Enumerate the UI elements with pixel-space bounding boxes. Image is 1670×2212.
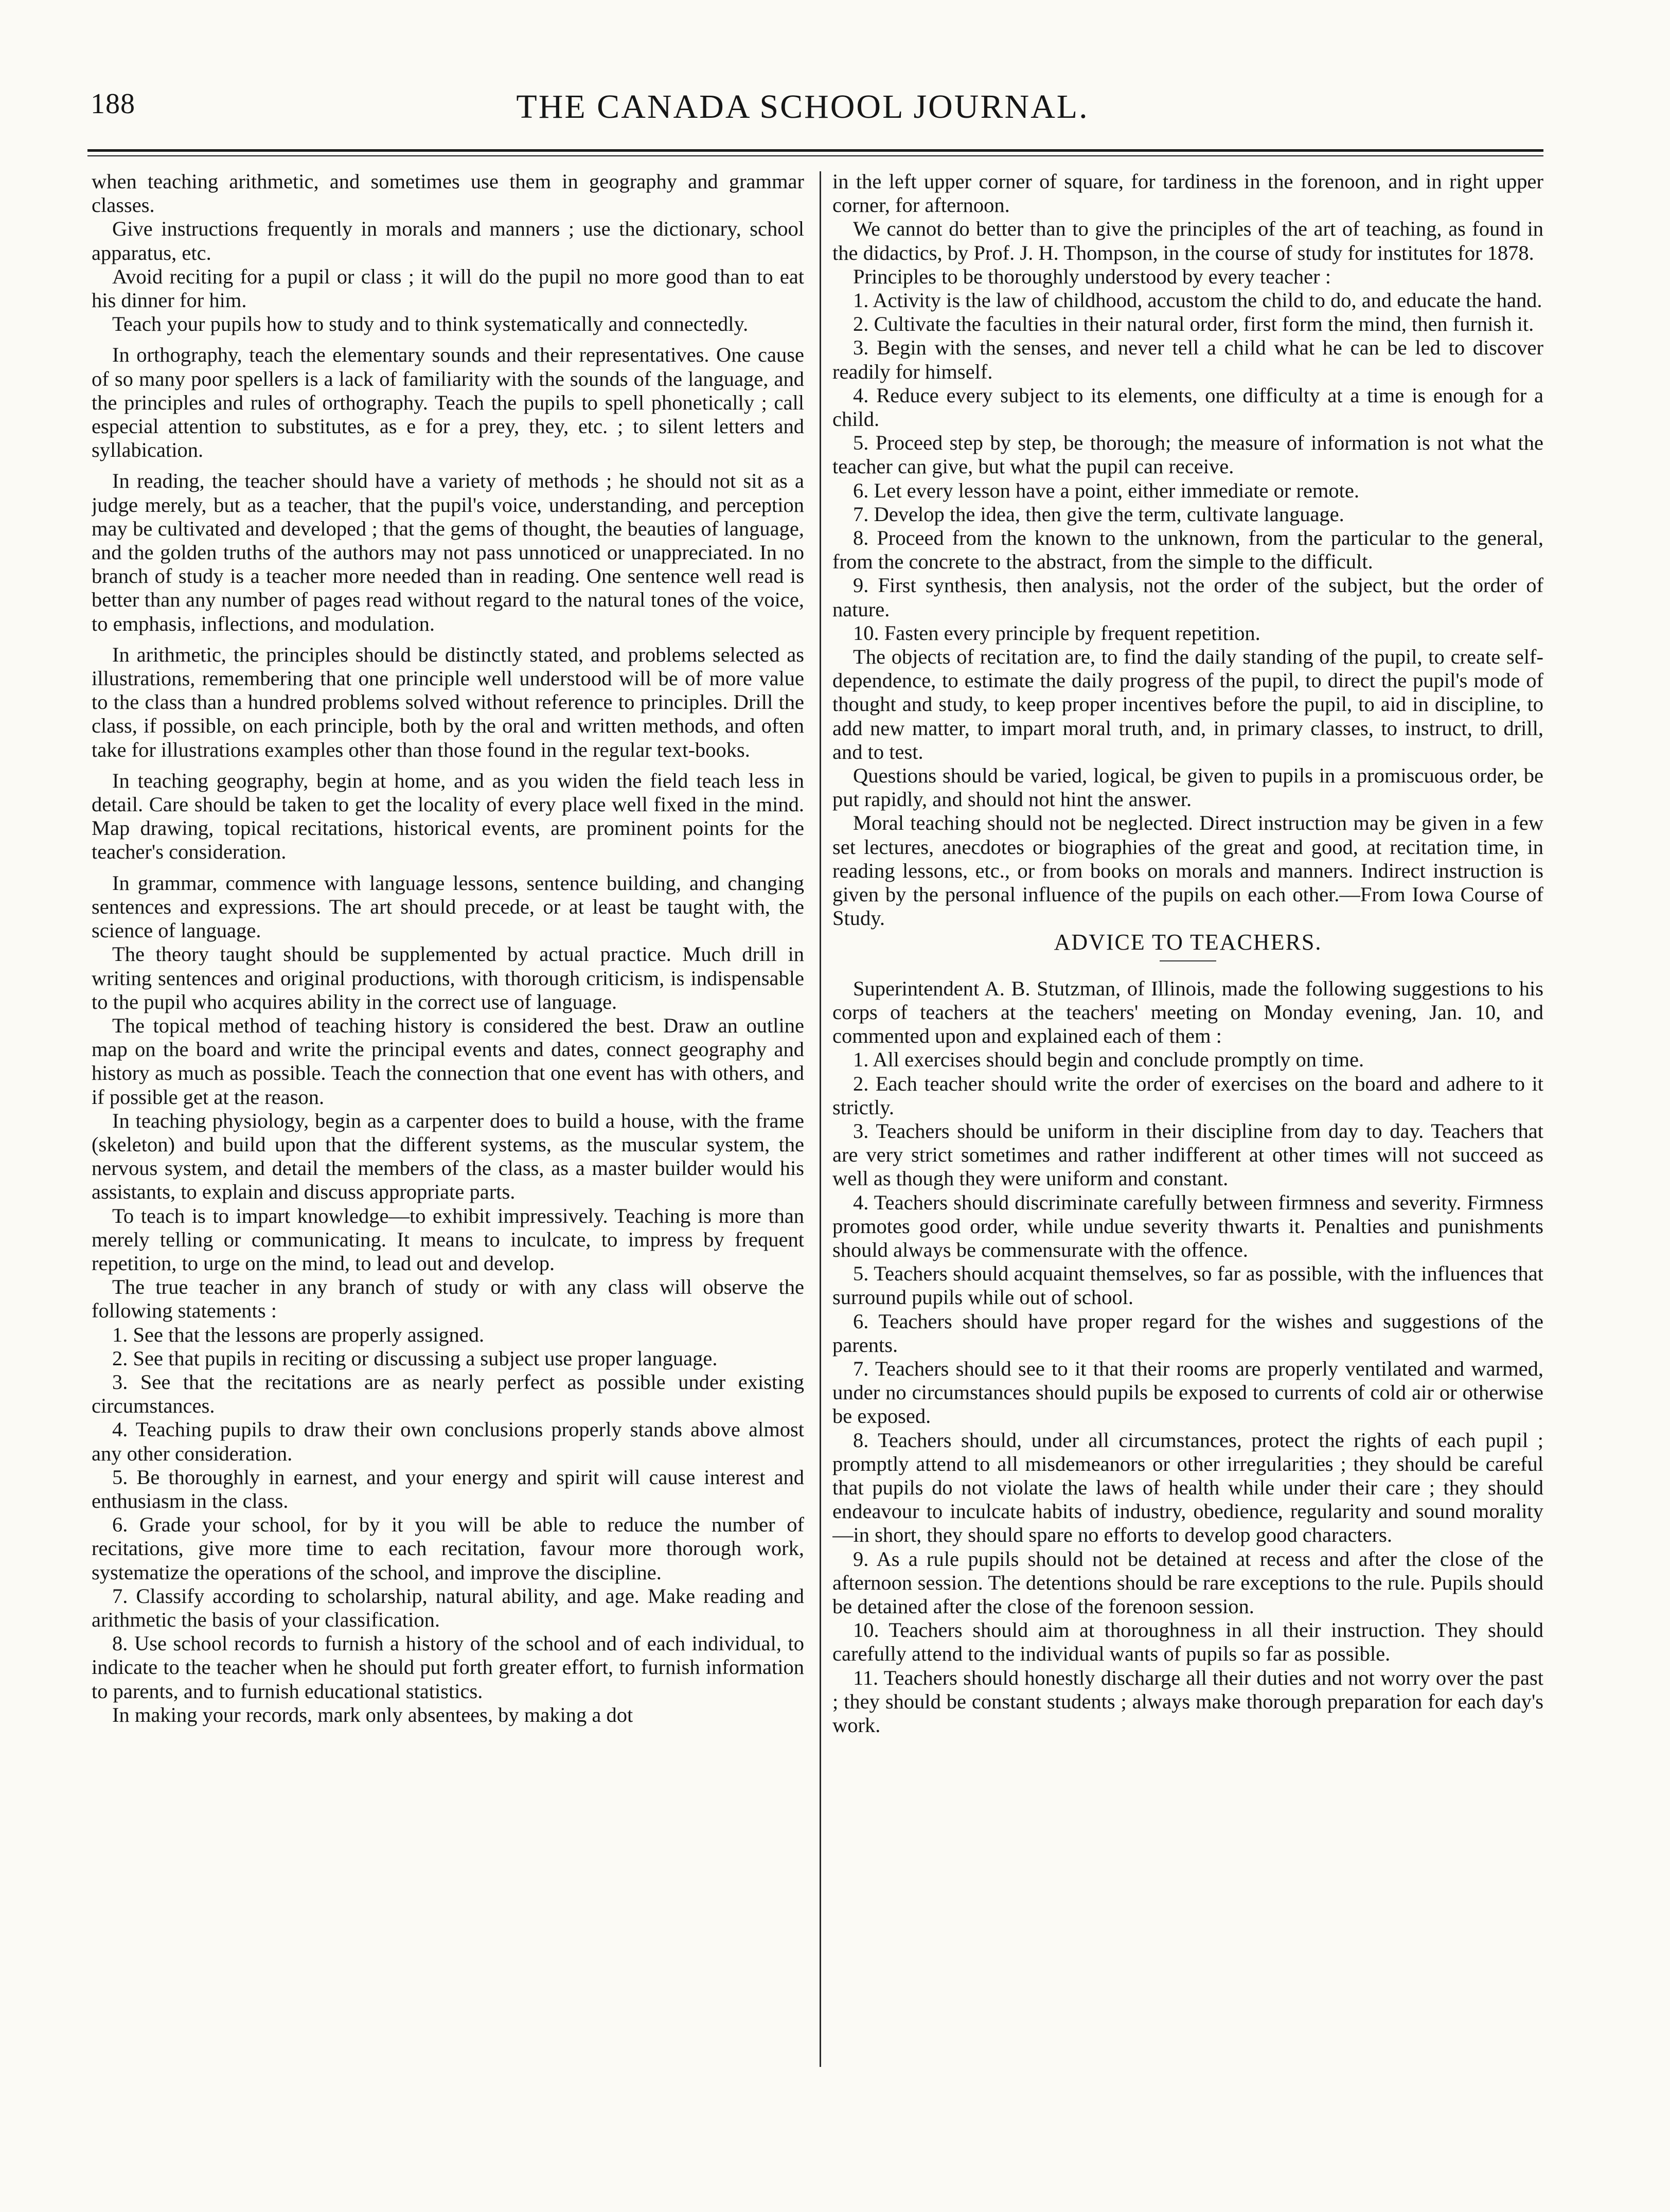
paragraph: In orthography, teach the elementary sounds and their representatives. One cause of so many poor spellers is a lack of familiarity with the sounds of the language, and the principles and rules of orthography. Teach the pupils to spell phonetically ; call especial attention to substitutes, as e for a prey, they, etc. ; to silent letters and syllabication. xyxy=(92,343,804,462)
paragraph: Teach your pupils how to study and to think systematically and connectedly. xyxy=(112,312,749,336)
paragraph: In reading, the teacher should have a variety of methods ; he should not sit as a judge merely, but as a teacher, that the pupil's voice, understanding, and perception may be cultivated and developed ; that the gems of thought, the beauties of language, and the golden truths of the authors may not pass unnoticed or unappreciated. In no branch of study is a teacher more needed than in reading. One sentence well read is better than any number of pages read without regard to the natural tones of the voice, to emphasis, inflections, and modulation. xyxy=(92,469,804,635)
list-item: 3. See that the recitations are as nearly perfect as possible under existing circumstances. xyxy=(92,1370,804,1418)
paragraph: In grammar, commence with language lessons, sentence building, and changing sentences and expressions. The art should precede, or at least be taught with, the science of language. xyxy=(92,871,804,942)
column-divider xyxy=(820,171,821,2067)
list-item: 9. As a rule pupils should not be detained at recess and after the close of the afternoon session. The detentions should be rare exceptions to the rule. Pupils should be detained after the close of the forenoon session. xyxy=(832,1547,1543,1618)
list-item: 4. Teaching pupils to draw their own conclusions properly stands above almost any other consideration. xyxy=(92,1418,804,1465)
paragraph: when teaching arithmetic, and sometimes use them in geography and grammar classes. xyxy=(92,170,804,217)
paragraph: in the left upper corner of square, for tardiness in the forenoon, and in right upper corner, for afternoon. xyxy=(832,170,1543,217)
page-number: 188 xyxy=(91,88,135,120)
list-item: 5. Teachers should acquaint themselves, so far as possible, with the influences that surround pupils while out of school. xyxy=(832,1262,1543,1309)
paragraph: The true teacher in any branch of study or with any class will observe the following statements : xyxy=(92,1275,804,1323)
list-item: 3. Teachers should be uniform in their discipline from day to day. Teachers that are very strict sometimes and rather indifferent at other times will not succeed as well as though they were uniform and constant. xyxy=(832,1119,1543,1190)
list-item: 4. Reduce every subject to its elements, one difficulty at a time is enough for a child. xyxy=(832,383,1543,431)
page-header xyxy=(57,87,1549,129)
header-rule-thin xyxy=(87,155,1543,156)
paragraph: Principles to be thoroughly understood by every teacher : xyxy=(853,264,1331,288)
left-column xyxy=(92,170,804,2083)
list-item: 11. Teachers should honestly discharge all their duties and not worry over the past ; they should be constant students ; always make thorough preparation for each day's work. xyxy=(832,1666,1543,1737)
list-item: 5. Be thoroughly in earnest, and your energy and spirit will cause interest and enthusiasm in the class. xyxy=(92,1465,804,1512)
paragraph: In making your records, mark only absentees, by making a dot xyxy=(112,1703,633,1726)
list-item: 7. Teachers should see to it that their rooms are properly ventilated and warmed, under no circumstances should pupils be exposed to currents of cold air or otherwise be exposed. xyxy=(832,1357,1543,1428)
paragraph: Give instructions frequently in morals and manners ; use the dictionary, school apparatus, etc. xyxy=(92,217,804,264)
list-item: 1. All exercises should begin and conclude promptly on time. xyxy=(853,1048,1364,1072)
list-item: 8. Teachers should, under all circumstances, protect the rights of each pupil ; promptly attend to all misdemeanors or other irregularities ; they should be careful that pupils do not violate the laws of health while under their care ; they should endeavour to inculcate habits of industry, obedience, regularity and sound morality—in short, they should spare no efforts to develop good characters. xyxy=(832,1428,1543,1547)
list-item: 4. Teachers should discriminate carefully between firmness and severity. Firmness promotes good order, while undue severity thwarts it. Penalties and punishments should always be commensurate with the offence. xyxy=(832,1190,1543,1261)
section-rule xyxy=(1160,960,1216,961)
list-item: 8. Proceed from the known to the unknown, from the particular to the general, from the concrete to the abstract, from the simple to the difficult. xyxy=(832,526,1543,574)
list-item: 10. Teachers should aim at thoroughness in all their instruction. They should carefully attend to the individual wants of pupils so far as possible. xyxy=(832,1618,1543,1666)
list-item: 9. First synthesis, then analysis, not the order of the subject, but the order of nature. xyxy=(832,574,1543,621)
list-item: 6. Grade your school, for by it you will be able to reduce the number of recitations, give more time to each recitation, favour more thorough work, systematize the operations of the school, and improve the discipline. xyxy=(92,1513,804,1584)
paragraph: The objects of recitation are, to find the daily standing of the pupil, to create self-dependence, to estimate the daily progress of the pupil, to direct the pupil's mode of thought and study, to keep proper incentives before the pupil, to aid in discipline, to add new matter, to impart moral truth, and, in primary classes, to instruct, to drill, and to test. xyxy=(832,645,1543,763)
paragraph: In teaching geography, begin at home, and as you widen the field teach less in detail. Care should be taken to get the locality of every place well fixed in the mind. Map drawing, topical recitations, historical events, are prominent points for the teacher's consideration. xyxy=(92,769,804,864)
journal-title: THE CANADA SCHOOL JOURNAL. xyxy=(516,88,1089,126)
list-item: 10. Fasten every principle by frequent repetition. xyxy=(853,621,1260,645)
paragraph: Moral teaching should not be neglected. Direct instruction may be given in a few set lectures, anecdotes or biographies of the great and good, at recitation time, in reading lessons, etc., or from books on morals and manners. Indirect instruction is given by the personal influence of the pupils on each other.—From Iowa Course of Study. xyxy=(832,811,1543,930)
paragraph: Superintendent A. B. Stutzman, of Illinois, made the following suggestions to his corps of teachers at the teachers' meeting on Monday evening, Jan. 10, and commented upon and explained each of them : xyxy=(832,976,1543,1048)
list-item: 3. Begin with the senses, and never tell a child what he can be led to discover readily for himself. xyxy=(832,336,1543,383)
paragraph: In arithmetic, the principles should be distinctly stated, and problems selected as illustrations, remembering that one principle well understood will be of more value to the class than a hundred problems solved without reference to principles. Drill the class, if possible, on each principle, both by the oral and written methods, and often take for illustrations examples other than those found in the regular text-books. xyxy=(92,643,804,761)
paragraph: Questions should be varied, logical, be given to pupils in a promiscuous order, be put rapidly, and should not hint the answer. xyxy=(832,764,1543,811)
header-rule xyxy=(87,149,1543,152)
section-heading: ADVICE TO TEACHERS. xyxy=(1054,929,1322,955)
list-item: 7. Develop the idea, then give the term, cultivate language. xyxy=(853,502,1344,526)
paragraph: To teach is to impart knowledge—to exhibit impressively. Teaching is more than merely telling or communicating. It means to inculcate, to impress by frequent repetition, to urge on the mind, to lead out and develop. xyxy=(92,1204,804,1275)
list-item: 8. Use school records to furnish a history of the school and of each individual, to indicate to the teacher when he should put forth greater effort, to furnish information to parents, and to furnish educational statistics. xyxy=(92,1632,804,1703)
paragraph: The topical method of teaching history is considered the best. Draw an outline map on the board and write the principal events and dates, connect geography and history as much as possible. Teach the connection that one event has with others, and if possible get at the reason. xyxy=(92,1013,804,1109)
paragraph: In teaching physiology, begin as a carpenter does to build a house, with the frame (skeleton) and build upon that the different systems, as the muscular system, the nervous system, and detail the members of the class, as a master builder would his assistants, to explain and discuss appropriate parts. xyxy=(92,1109,804,1204)
list-item: 7. Classify according to scholarship, natural ability, and age. Make reading and arithmetic the basis of your classification. xyxy=(92,1584,804,1631)
list-item: 2. See that pupils in reciting or discussing a subject use proper language. xyxy=(112,1346,718,1370)
list-item: 6. Let every lesson have a point, either immediate or remote. xyxy=(853,478,1360,502)
right-column xyxy=(832,170,1543,2083)
list-item: 1. See that the lessons are properly assigned. xyxy=(112,1323,485,1346)
list-item: 2. Cultivate the faculties in their natural order, first form the mind, then furnish it. xyxy=(853,312,1534,336)
paragraph: The theory taught should be supplemented by actual practice. Much drill in writing sentences and original productions, with thorough criticism, is indispensable to the pupil who acquires ability in the correct use of language. xyxy=(92,942,804,1013)
list-item: 5. Proceed step by step, be thorough; the measure of information is not what the teacher can give, but what the pupil can receive. xyxy=(832,431,1543,478)
list-item: 1. Activity is the law of childhood, accustom the child to do, and educate the hand. xyxy=(853,289,1542,312)
paragraph: Avoid reciting for a pupil or class ; it will do the pupil no more good than to eat his dinner for him. xyxy=(92,264,804,312)
list-item: 2. Each teacher should write the order of exercises on the board and adhere to it strictly. xyxy=(832,1072,1543,1119)
list-item: 6. Teachers should have proper regard for the wishes and suggestions of the parents. xyxy=(832,1309,1543,1357)
paragraph: We cannot do better than to give the principles of the art of teaching, as found in the didactics, by Prof. J. H. Thompson, in the course of study for institutes for 1878. xyxy=(832,217,1543,264)
